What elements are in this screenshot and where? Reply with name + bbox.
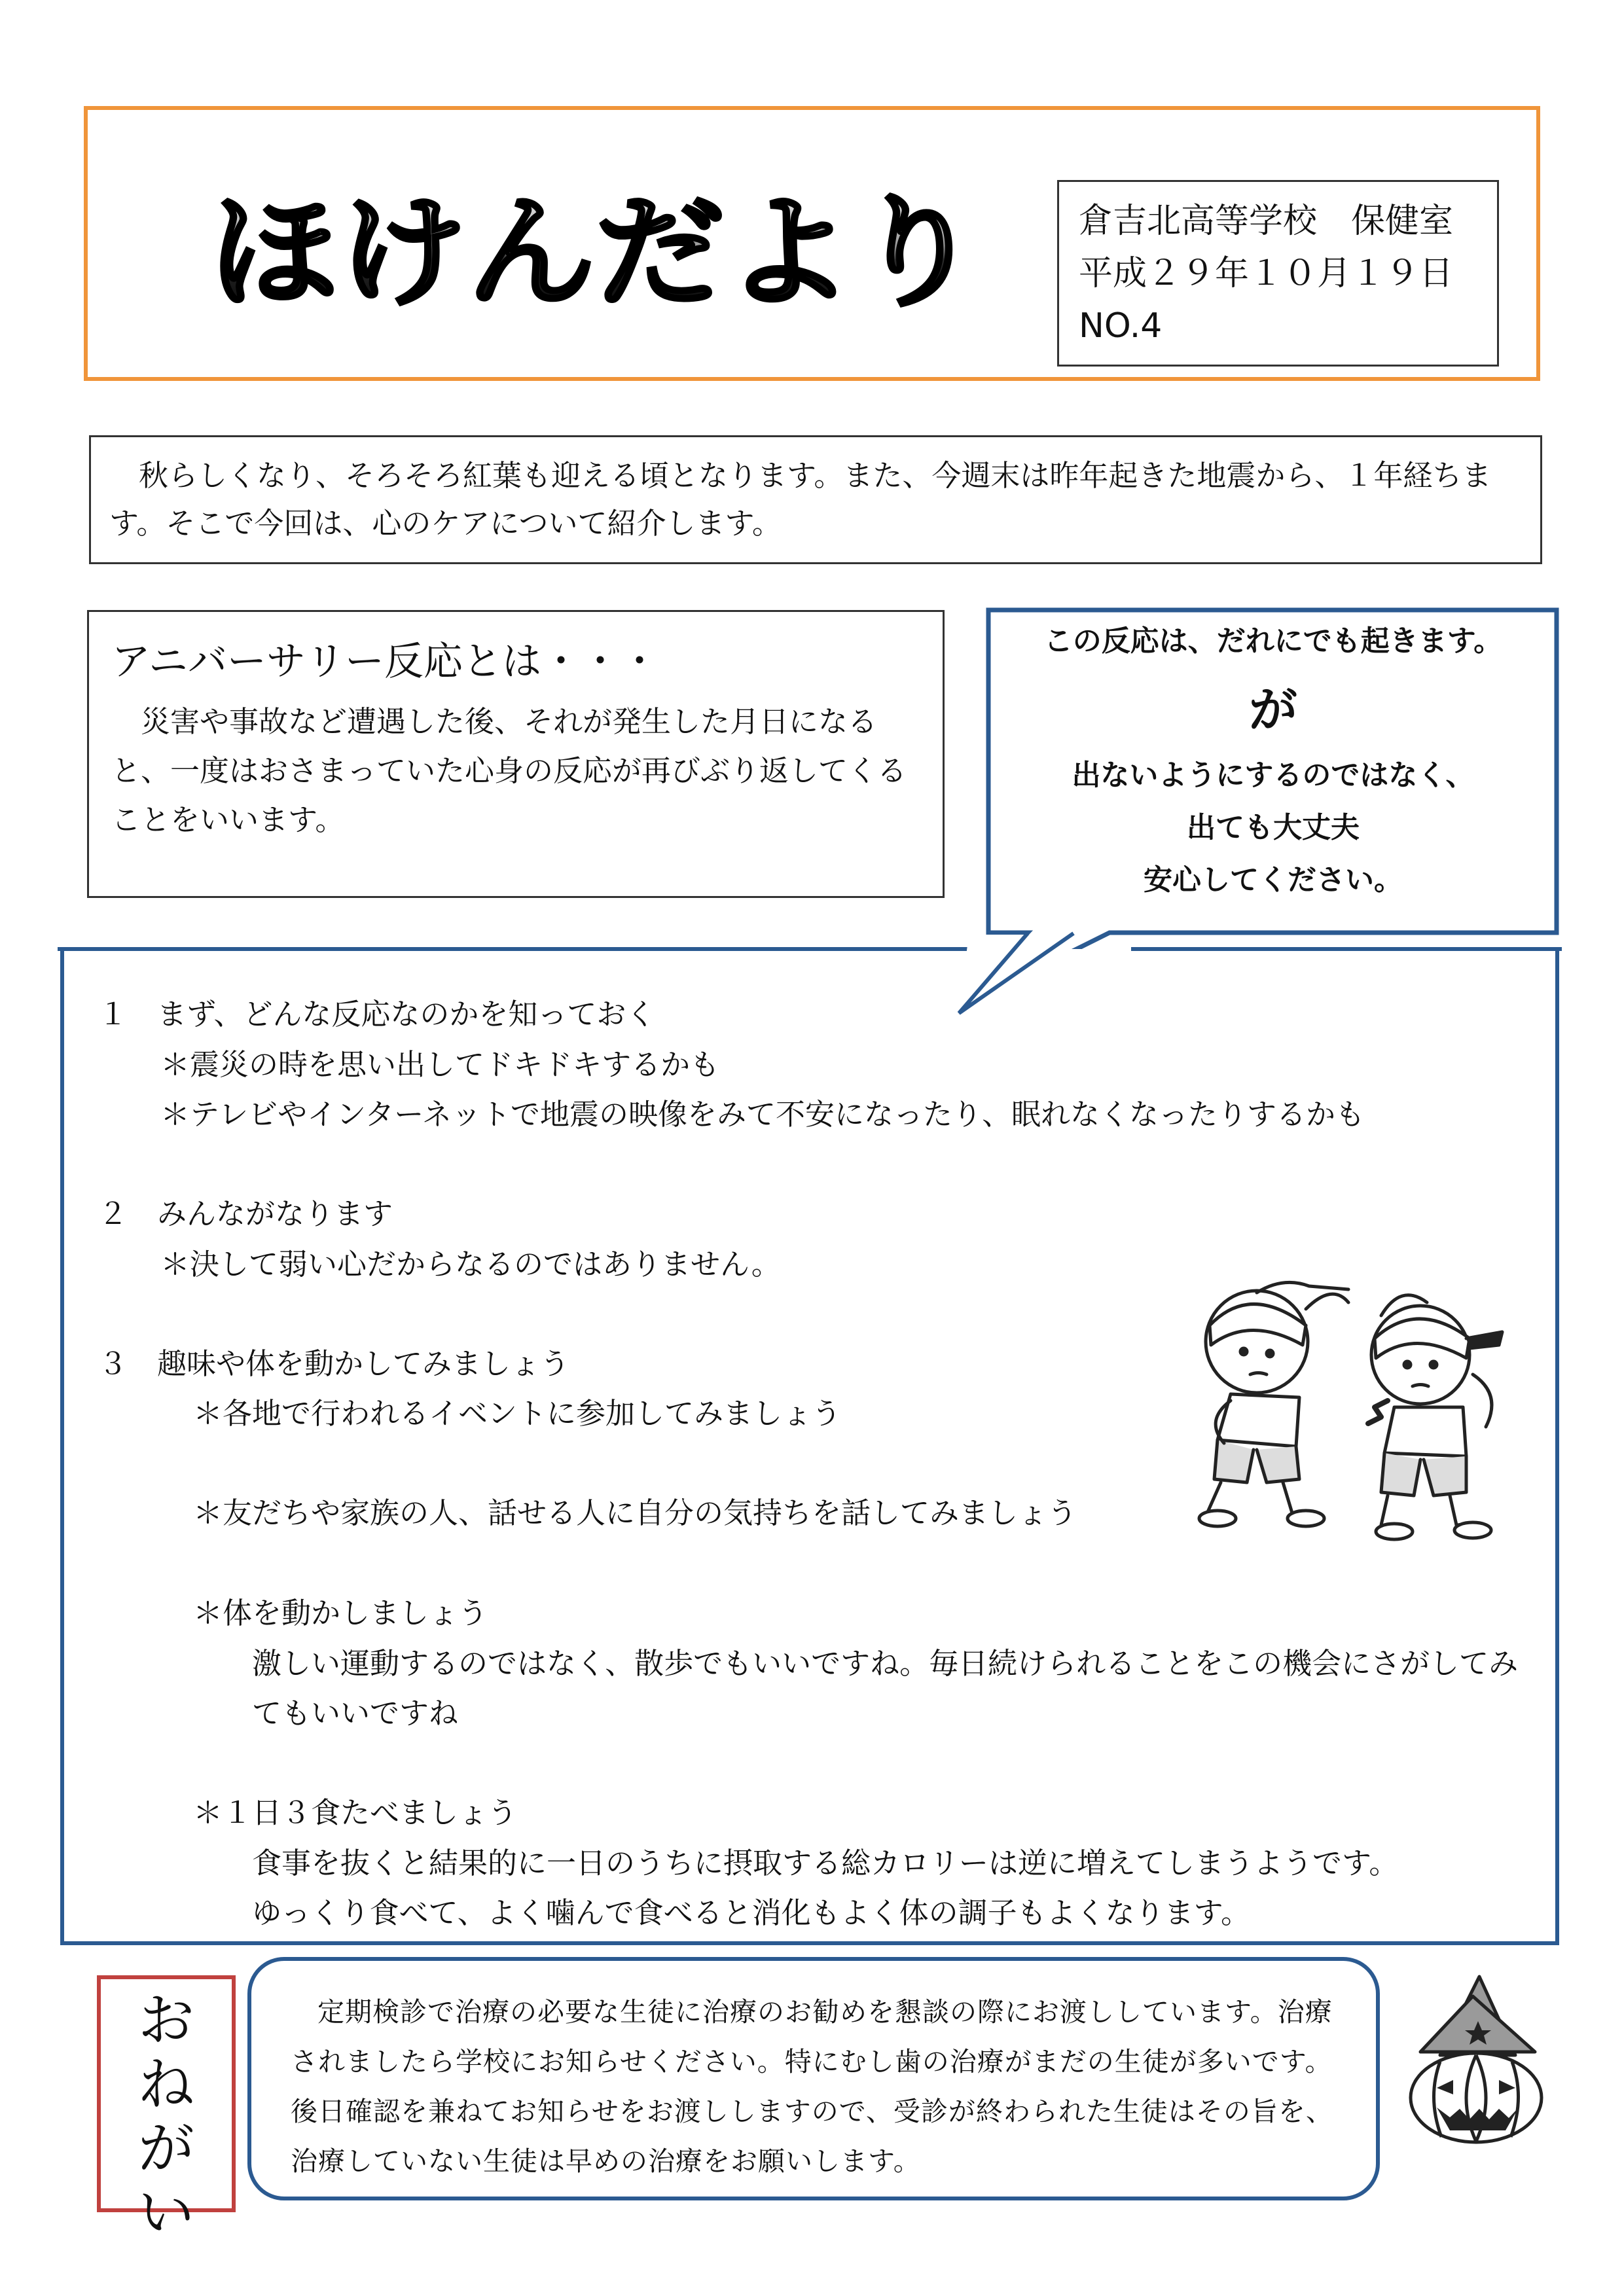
tip-3-item-c-line-2: てもいいですね: [252, 1696, 459, 1731]
bubble-line-5: 安心してください。: [1144, 863, 1403, 897]
intro-text: 秋らしくなり、そろそろ紅葉も迎える頃となります。また、今週末は昨年起きた地震から、１年経ちます。そこで今回は、心のケアについて紹介します。: [109, 458, 1492, 541]
anniversary-body: 災害や事故など遭遇した後、それが発生した月日になると、一度はおさまっていた心身の反応が再びぶり返してくることをいいます。: [111, 704, 907, 837]
tip-2-heading: ２ みんながなります: [98, 1196, 393, 1231]
tip-1-heading: １ まず、どんな反応なのかを知っておく: [98, 997, 656, 1031]
school-info-box: [1057, 180, 1499, 367]
tip-3-heading: ３ 趣味や体を動かしてみましょう: [98, 1346, 570, 1381]
bubble-line-4: 出ても大丈夫: [1187, 811, 1360, 844]
tip-1-item-b: ＊テレビやインターネットで地震の映像をみて不安になったり、眠れなくなったりするかも: [160, 1097, 1365, 1132]
tip-3-item-c-line-1: 激しい運動するのではなく、散歩でもいいですね。毎日続けられることをこの機会にさがしてみ: [252, 1646, 1519, 1681]
tip-3-item-b: ＊友だちや家族の人、話せる人に自分の気持ちを話してみましょう: [193, 1496, 1077, 1530]
newsletter-title: [203, 147, 988, 344]
tip-2-item-a: ＊決して弱い心だからなるのではありません。: [160, 1247, 781, 1282]
issue-number: NO.4: [1079, 306, 1163, 346]
speech-bubble-text: [995, 612, 1551, 906]
anniversary-title: アニバーサリー反応とは・・・: [111, 639, 659, 685]
title-text: ほけんだより: [209, 182, 982, 323]
notice-text: 定期検診で治療の必要な生徒に治療のお勧めを懇談の際にお渡ししています。治療されましたら学校にお知らせください。特にむし歯の治療がまだの生徒が多いです。後日確認を兼ねてお知らせをお渡ししますので、受診が終わられた生徒はその旨を、治療していない生徒は早めの治療をお願いします。: [291, 1996, 1333, 2177]
onegai-label: [97, 1975, 236, 2246]
stretching-children-illustration: [1178, 1263, 1545, 1564]
school-name: 倉吉北高等学校 保健室: [1079, 202, 1454, 241]
tip-3-item-d-line-2: ゆっくり食べて、よく噛んで食べると消化もよく体の調子もよくなります。: [252, 1895, 1251, 1930]
speech-bubble-tail: [943, 929, 1087, 1021]
tip-3-item-a: ＊各地で行われるイベントに参加してみましょう: [193, 1396, 842, 1431]
tip-1-item-a: ＊震災の時を思い出してドキドキするかも: [160, 1047, 720, 1082]
onegai-char-3: が: [138, 2116, 194, 2181]
tip-3-item-d-line-1: 食事を抜くと結果的に一日のうちに摂取する総カロリーは逆に増えてしまうようです。: [252, 1846, 1399, 1880]
onegai-char-4: い: [138, 2180, 194, 2246]
tip-3-item-d: ＊１日３食たべましょう: [193, 1795, 518, 1830]
bubble-line-2: が: [1249, 682, 1297, 738]
anniversary-box: [87, 610, 945, 898]
bubble-line-3: 出ないようにするのではなく、: [1072, 759, 1475, 792]
bubble-line-1: この反応は、だれにでも起きます。: [1043, 624, 1503, 658]
pumpkin-icon: [1401, 1970, 1551, 2147]
onegai-char-1: お: [138, 1988, 194, 2053]
intro-box: [89, 435, 1542, 564]
child-left: [1199, 1282, 1348, 1526]
issue-date: 平成２９年１０月１９日: [1079, 254, 1454, 293]
child-right: [1368, 1295, 1502, 1539]
notice-box: [247, 1957, 1380, 2200]
tip-3-item-c: ＊体を動かしましょう: [193, 1596, 488, 1630]
onegai-char-2: ね: [138, 2052, 194, 2117]
